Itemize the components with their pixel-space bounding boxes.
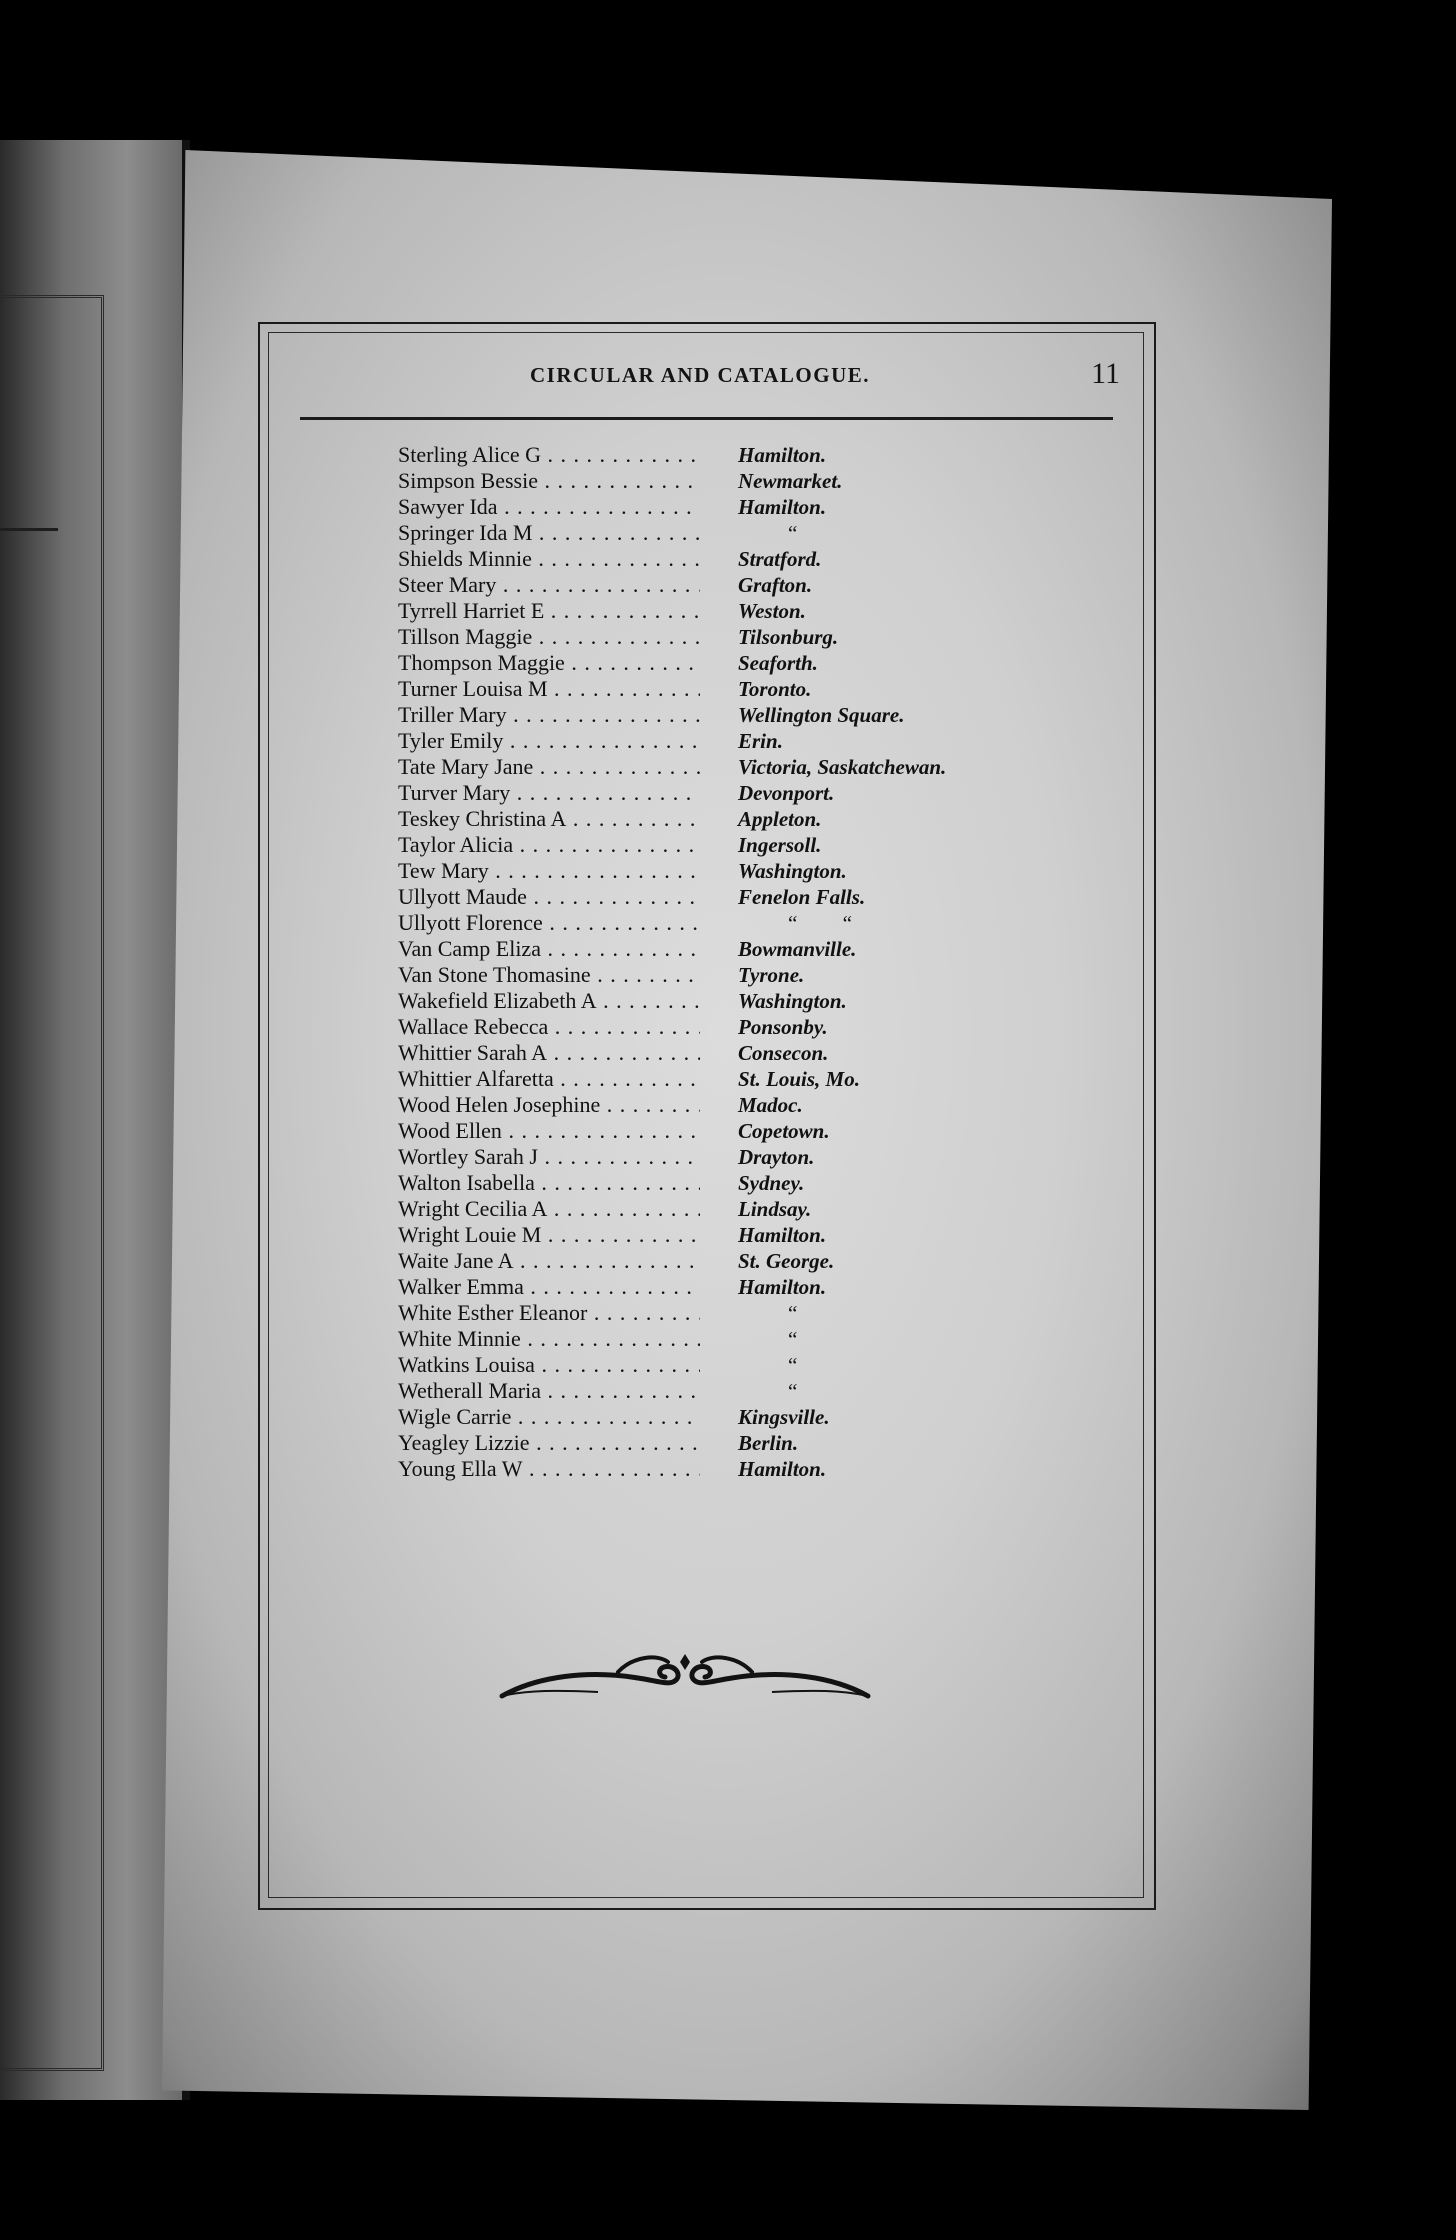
list-item <box>398 494 1018 520</box>
list-item <box>398 624 1018 650</box>
list-item <box>398 1326 1018 1352</box>
student-name: Sawyer Ida . . . <box>398 494 700 520</box>
student-name: Wakefield Elizabeth A . . . <box>398 988 700 1014</box>
student-name: Wood Ellen . . . <box>398 1118 700 1144</box>
list-item <box>398 1144 1018 1170</box>
list-item <box>398 572 1018 598</box>
student-name: Turver Mary . . . <box>398 780 700 806</box>
list-item <box>398 910 1018 936</box>
left-page-edge <box>0 140 182 2100</box>
student-name: Wortley Sarah J . . . <box>398 1144 700 1170</box>
student-name: Van Camp Eliza . . . <box>398 936 700 962</box>
list-item <box>398 1196 1018 1222</box>
hometown: Drayton. <box>738 1145 815 1169</box>
hometown: St. Louis, Mo. <box>738 1067 860 1091</box>
list-item <box>398 676 1018 702</box>
hometown: Bowmanville. <box>738 937 857 961</box>
list-item <box>398 728 1018 754</box>
hometown: Appleton. <box>738 807 822 831</box>
list-item <box>398 1092 1018 1118</box>
hometown: Weston. <box>738 599 806 623</box>
list-item <box>398 1040 1018 1066</box>
hometown: Tyrone. <box>738 963 805 987</box>
student-name: Steer Mary . . . <box>398 572 700 598</box>
list-item <box>398 1118 1018 1144</box>
hometown: Wellington Square. <box>738 703 905 727</box>
student-name: Yeagley Lizzie . . . <box>398 1430 700 1456</box>
student-name: Watkins Louisa . . . <box>398 1352 700 1378</box>
student-name: Wright Louie M . . . <box>398 1222 700 1248</box>
page-number: 11 <box>1091 357 1120 390</box>
student-name: Tillson Maggie . . . <box>398 624 700 650</box>
hometown: Washington. <box>738 859 847 883</box>
student-name: Whittier Alfaretta . . . <box>398 1066 700 1092</box>
hometown: Sydney. <box>738 1171 805 1195</box>
list-item <box>398 468 1018 494</box>
page-header <box>290 355 1130 395</box>
list-item <box>398 520 1018 546</box>
student-name: Whittier Sarah A . . . <box>398 1040 700 1066</box>
hometown: “ <box>788 1379 798 1403</box>
hometown: Devonport. <box>738 781 835 805</box>
list-item <box>398 1014 1018 1040</box>
list-item <box>398 1378 1018 1404</box>
hometown: “ <box>788 1327 798 1351</box>
list-item <box>398 754 1018 780</box>
hometown: “ <box>788 1301 798 1325</box>
hometown: Hamilton. <box>738 1223 827 1247</box>
left-page-rule <box>0 528 58 531</box>
hometown: Hamilton. <box>738 1457 827 1481</box>
student-name: Tyrrell Harriet E . . . <box>398 598 700 624</box>
hometown: Madoc. <box>738 1093 803 1117</box>
student-name: Shields Minnie . . . <box>398 546 700 572</box>
flourish-ornament <box>498 1650 872 1706</box>
student-name: Young Ella W . . . <box>398 1456 700 1482</box>
hometown: Hamilton. <box>738 443 827 467</box>
list-item <box>398 780 1018 806</box>
student-name: Tyler Emily . . . <box>398 728 700 754</box>
list-item <box>398 806 1018 832</box>
student-list <box>398 442 1018 1482</box>
student-name: Sterling Alice G . . . <box>398 442 700 468</box>
hometown: Erin. <box>738 729 783 753</box>
student-name: Wallace Rebecca . . . <box>398 1014 700 1040</box>
left-page-frame <box>0 295 104 2071</box>
hometown: Toronto. <box>738 677 812 701</box>
hometown: “ <box>788 521 798 545</box>
hometown: Kingsville. <box>738 1405 830 1429</box>
student-name: Wetherall Maria . . . <box>398 1378 700 1404</box>
hometown: Ponsonby. <box>738 1015 828 1039</box>
student-name: Van Stone Thomasine . . . <box>398 962 700 988</box>
student-name: Springer Ida M . . . <box>398 520 700 546</box>
list-item <box>398 1430 1018 1456</box>
hometown: “ “ <box>788 911 852 935</box>
student-name: Wright Cecilia A . . . <box>398 1196 700 1222</box>
list-item <box>398 962 1018 988</box>
hometown: Tilsonburg. <box>738 625 839 649</box>
student-name: White Esther Eleanor . . . <box>398 1300 700 1326</box>
hometown: Newmarket. <box>738 469 843 493</box>
list-item <box>398 1248 1018 1274</box>
hometown: Lindsay. <box>738 1197 812 1221</box>
list-item <box>398 442 1018 468</box>
list-item <box>398 1222 1018 1248</box>
student-name: Tew Mary . . . <box>398 858 700 884</box>
list-item <box>398 988 1018 1014</box>
list-item <box>398 598 1018 624</box>
list-item <box>398 1066 1018 1092</box>
student-name: Walton Isabella . . . <box>398 1170 700 1196</box>
hometown: Berlin. <box>738 1431 799 1455</box>
list-item <box>398 546 1018 572</box>
list-item <box>398 1274 1018 1300</box>
student-name: Walker Emma . . . <box>398 1274 700 1300</box>
header-rule <box>300 417 1113 420</box>
list-item <box>398 650 1018 676</box>
student-name: Wigle Carrie . . . <box>398 1404 700 1430</box>
student-name: Simpson Bessie . . . <box>398 468 700 494</box>
hometown: Fenelon Falls. <box>738 885 866 909</box>
list-item <box>398 1170 1018 1196</box>
student-name: Thompson Maggie . . . <box>398 650 700 676</box>
student-name: Ullyott Maude . . . <box>398 884 700 910</box>
list-item <box>398 884 1018 910</box>
hometown: St. George. <box>738 1249 835 1273</box>
running-title: CIRCULAR AND CATALOGUE. <box>530 363 870 387</box>
list-item <box>398 832 1018 858</box>
hometown: Copetown. <box>738 1119 830 1143</box>
hometown: Seaforth. <box>738 651 818 675</box>
list-item <box>398 1456 1018 1482</box>
hometown: Hamilton. <box>738 1275 827 1299</box>
hometown: Grafton. <box>738 573 813 597</box>
hometown: Victoria, Saskatchewan. <box>738 755 947 779</box>
list-item <box>398 702 1018 728</box>
student-name: White Minnie . . . <box>398 1326 700 1352</box>
student-name: Teskey Christina A . . . <box>398 806 700 832</box>
list-item <box>398 858 1018 884</box>
student-name: Tate Mary Jane . . . <box>398 754 700 780</box>
hometown: Hamilton. <box>738 495 827 519</box>
list-item <box>398 1300 1018 1326</box>
hometown: Stratford. <box>738 547 822 571</box>
hometown: Washington. <box>738 989 847 1013</box>
student-name: Triller Mary . . . <box>398 702 700 728</box>
hometown: Ingersoll. <box>738 833 822 857</box>
student-name: Wood Helen Josephine . . . <box>398 1092 700 1118</box>
list-item <box>398 1352 1018 1378</box>
list-item <box>398 1404 1018 1430</box>
list-item <box>398 936 1018 962</box>
hometown: Consecon. <box>738 1041 829 1065</box>
student-name: Taylor Alicia . . . <box>398 832 700 858</box>
student-name: Waite Jane A . . . <box>398 1248 700 1274</box>
hometown: “ <box>788 1353 798 1377</box>
student-name: Turner Louisa M . . . <box>398 676 700 702</box>
student-name: Ullyott Florence . . . <box>398 910 700 936</box>
